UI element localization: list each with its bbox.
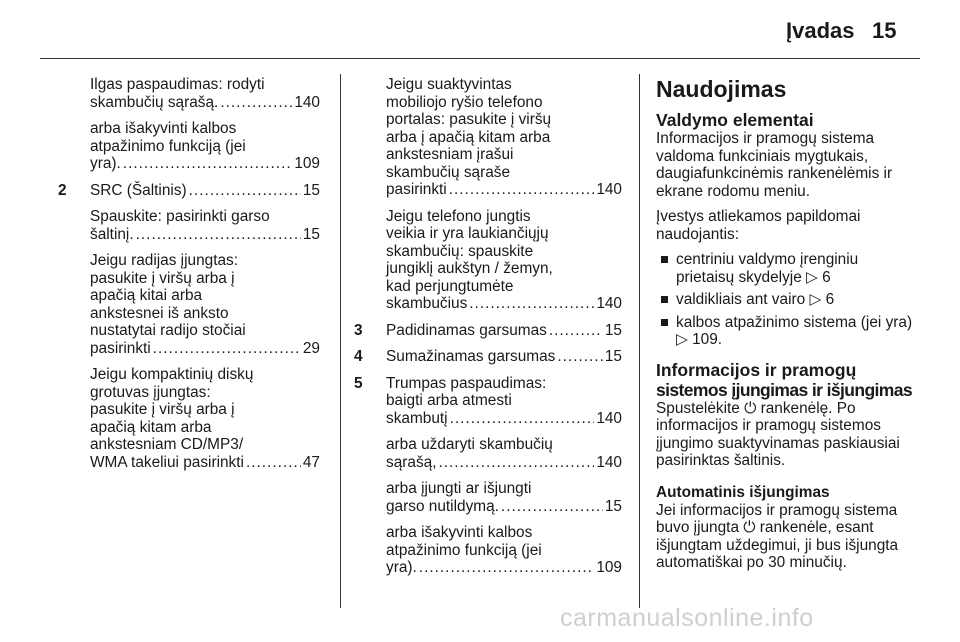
bullet-square-icon	[661, 296, 668, 303]
page-ref: 109.	[692, 331, 723, 348]
bullet-item: kalbos atpažinimo sistema (jei yra) ▷ 109.	[656, 314, 926, 349]
list-item: 4 Sumažinamas garsumas ..... 15	[354, 348, 622, 366]
page-ref-arrow-icon: ▷	[809, 291, 822, 308]
page-ref: 15	[604, 321, 622, 339]
paragraph: Spustelėkite ⏻ rankenėlę. Po informacijos ir pramogų sistemos įjungimo suaktyvinamas paskiausiai pasirinktas šaltinis.	[656, 399, 900, 469]
item-number: 5	[354, 374, 363, 392]
page-ref: 140	[294, 93, 320, 111]
power-icon: ⏻	[743, 519, 756, 536]
subsection-heading: Valdymo elementai	[656, 110, 814, 130]
page-ref: 15	[604, 497, 622, 515]
item-number: 4	[354, 348, 363, 365]
page-ref: 140	[596, 295, 622, 312]
page-ref: 6	[825, 291, 835, 308]
page-ref: 6	[822, 268, 831, 286]
list-item: Jeigu telefono jungtis veikia ir yra laukiančiųjų skambučių: spauskite jungiklį aukštyn / žemyn, kad perjungtumėte skambučius ..... 140	[354, 208, 622, 313]
list-item: 5 Trumpas paspaudimas: baigti arba atmesti skambutį ..... 140	[354, 375, 622, 428]
page-ref: 109	[294, 155, 320, 172]
section-heading: Naudojimas	[656, 76, 787, 102]
subsection-heading: Informacijos ir pramogų sistemos įjungimas ir išjungimas	[656, 359, 913, 400]
list-item: arba išakyvinti kalbos atpažinimo funkciją (jei yra). ..... 109	[354, 524, 622, 577]
list-item: Jeigu radijas įjungtas: pasukite į viršų arba į apačią kitai arba ankstesnei iš anksto nustatytai radijo stočiai pasirinkti ..... 29	[58, 252, 320, 357]
bullet-item: centriniu valdymo įrenginiu prietaisų skydelyje ▷ 6	[656, 251, 926, 286]
minor-heading: Automatinis išjungimas	[656, 483, 830, 501]
paragraph: Jei informacijos ir pramogų sistema buvo įjungta ⏻ rankenėle, esant išjungtam uždegimui, ji bus išjungta automatiškai po 30 minučių.	[656, 501, 899, 571]
bullet-item: valdikliais ant vairo ▷ 6	[656, 291, 926, 309]
column-2	[354, 76, 622, 586]
page-ref: 47	[302, 453, 320, 471]
page-number: 15	[872, 18, 897, 43]
column-3	[656, 76, 926, 580]
list-item: 3 Padidinamas garsumas ..... 15	[354, 322, 622, 340]
column-1	[58, 76, 320, 480]
item-number: 3	[354, 321, 363, 339]
bullet-square-icon	[661, 256, 668, 263]
page-ref: 109	[596, 559, 622, 576]
page-header	[0, 0, 960, 62]
page-ref: 140	[596, 181, 622, 198]
page-ref: 29	[302, 339, 320, 357]
page-ref: 140	[596, 453, 622, 471]
list-item: Spauskite: pasirinkti garso šaltinį. ..... 15	[58, 208, 320, 243]
item-number: 2	[58, 181, 67, 199]
list-item: arba įjungti ar išjungti garso nutildymą. ..... 15	[354, 480, 622, 515]
power-icon: ⏻	[744, 399, 757, 417]
list-item: Jeigu kompaktinių diskų grotuvas įjungtas: pasukite į viršų arba į apačią kitam arba ankstesniam CD/MP3/ WMA takeliui pasirinkti ..... 47	[58, 366, 320, 471]
list-item: arba uždaryti skambučių sąrašą, ..... 140	[354, 436, 622, 471]
section-title: Įvadas	[786, 18, 855, 43]
column-divider	[639, 74, 640, 608]
page-ref: 15	[302, 225, 320, 243]
page-ref: 15	[604, 348, 622, 365]
header-rule	[40, 58, 920, 59]
page-ref-arrow-icon: ▷	[676, 331, 688, 348]
list-item: arba išakyvinti kalbos atpažinimo funkciją (jei yra). ..... 109	[58, 120, 320, 173]
column-divider	[340, 74, 341, 608]
list-item: 2 SRC (Šaltinis) ..... 15	[58, 182, 320, 200]
bullet-square-icon	[661, 319, 668, 326]
watermark: carmanualsonline.info	[560, 604, 814, 632]
paragraph: Informacijos ir pramogų sistema valdoma funkciniais mygtukais, daugiafunkcinėmis rankenėlėmis ir ekrane rodomu meniu.	[656, 130, 893, 200]
page-ref: 140	[596, 409, 622, 427]
page-ref-arrow-icon: ▷	[806, 268, 818, 286]
paragraph: Įvestys atliekamos papildomai naudojantis:	[656, 208, 861, 243]
list-item: Ilgas paspaudimas: rodyti skambučių sąrašą. ..... 140	[58, 76, 320, 111]
list-item: Jeigu suaktyvintas mobiliojo ryšio telefono portalas: pasukite į viršų arba į apačią kitam arba ankstesniam įrašui skambučių sąraše pasirinkti ..... 140	[354, 76, 622, 199]
page-ref: 15	[302, 181, 320, 199]
